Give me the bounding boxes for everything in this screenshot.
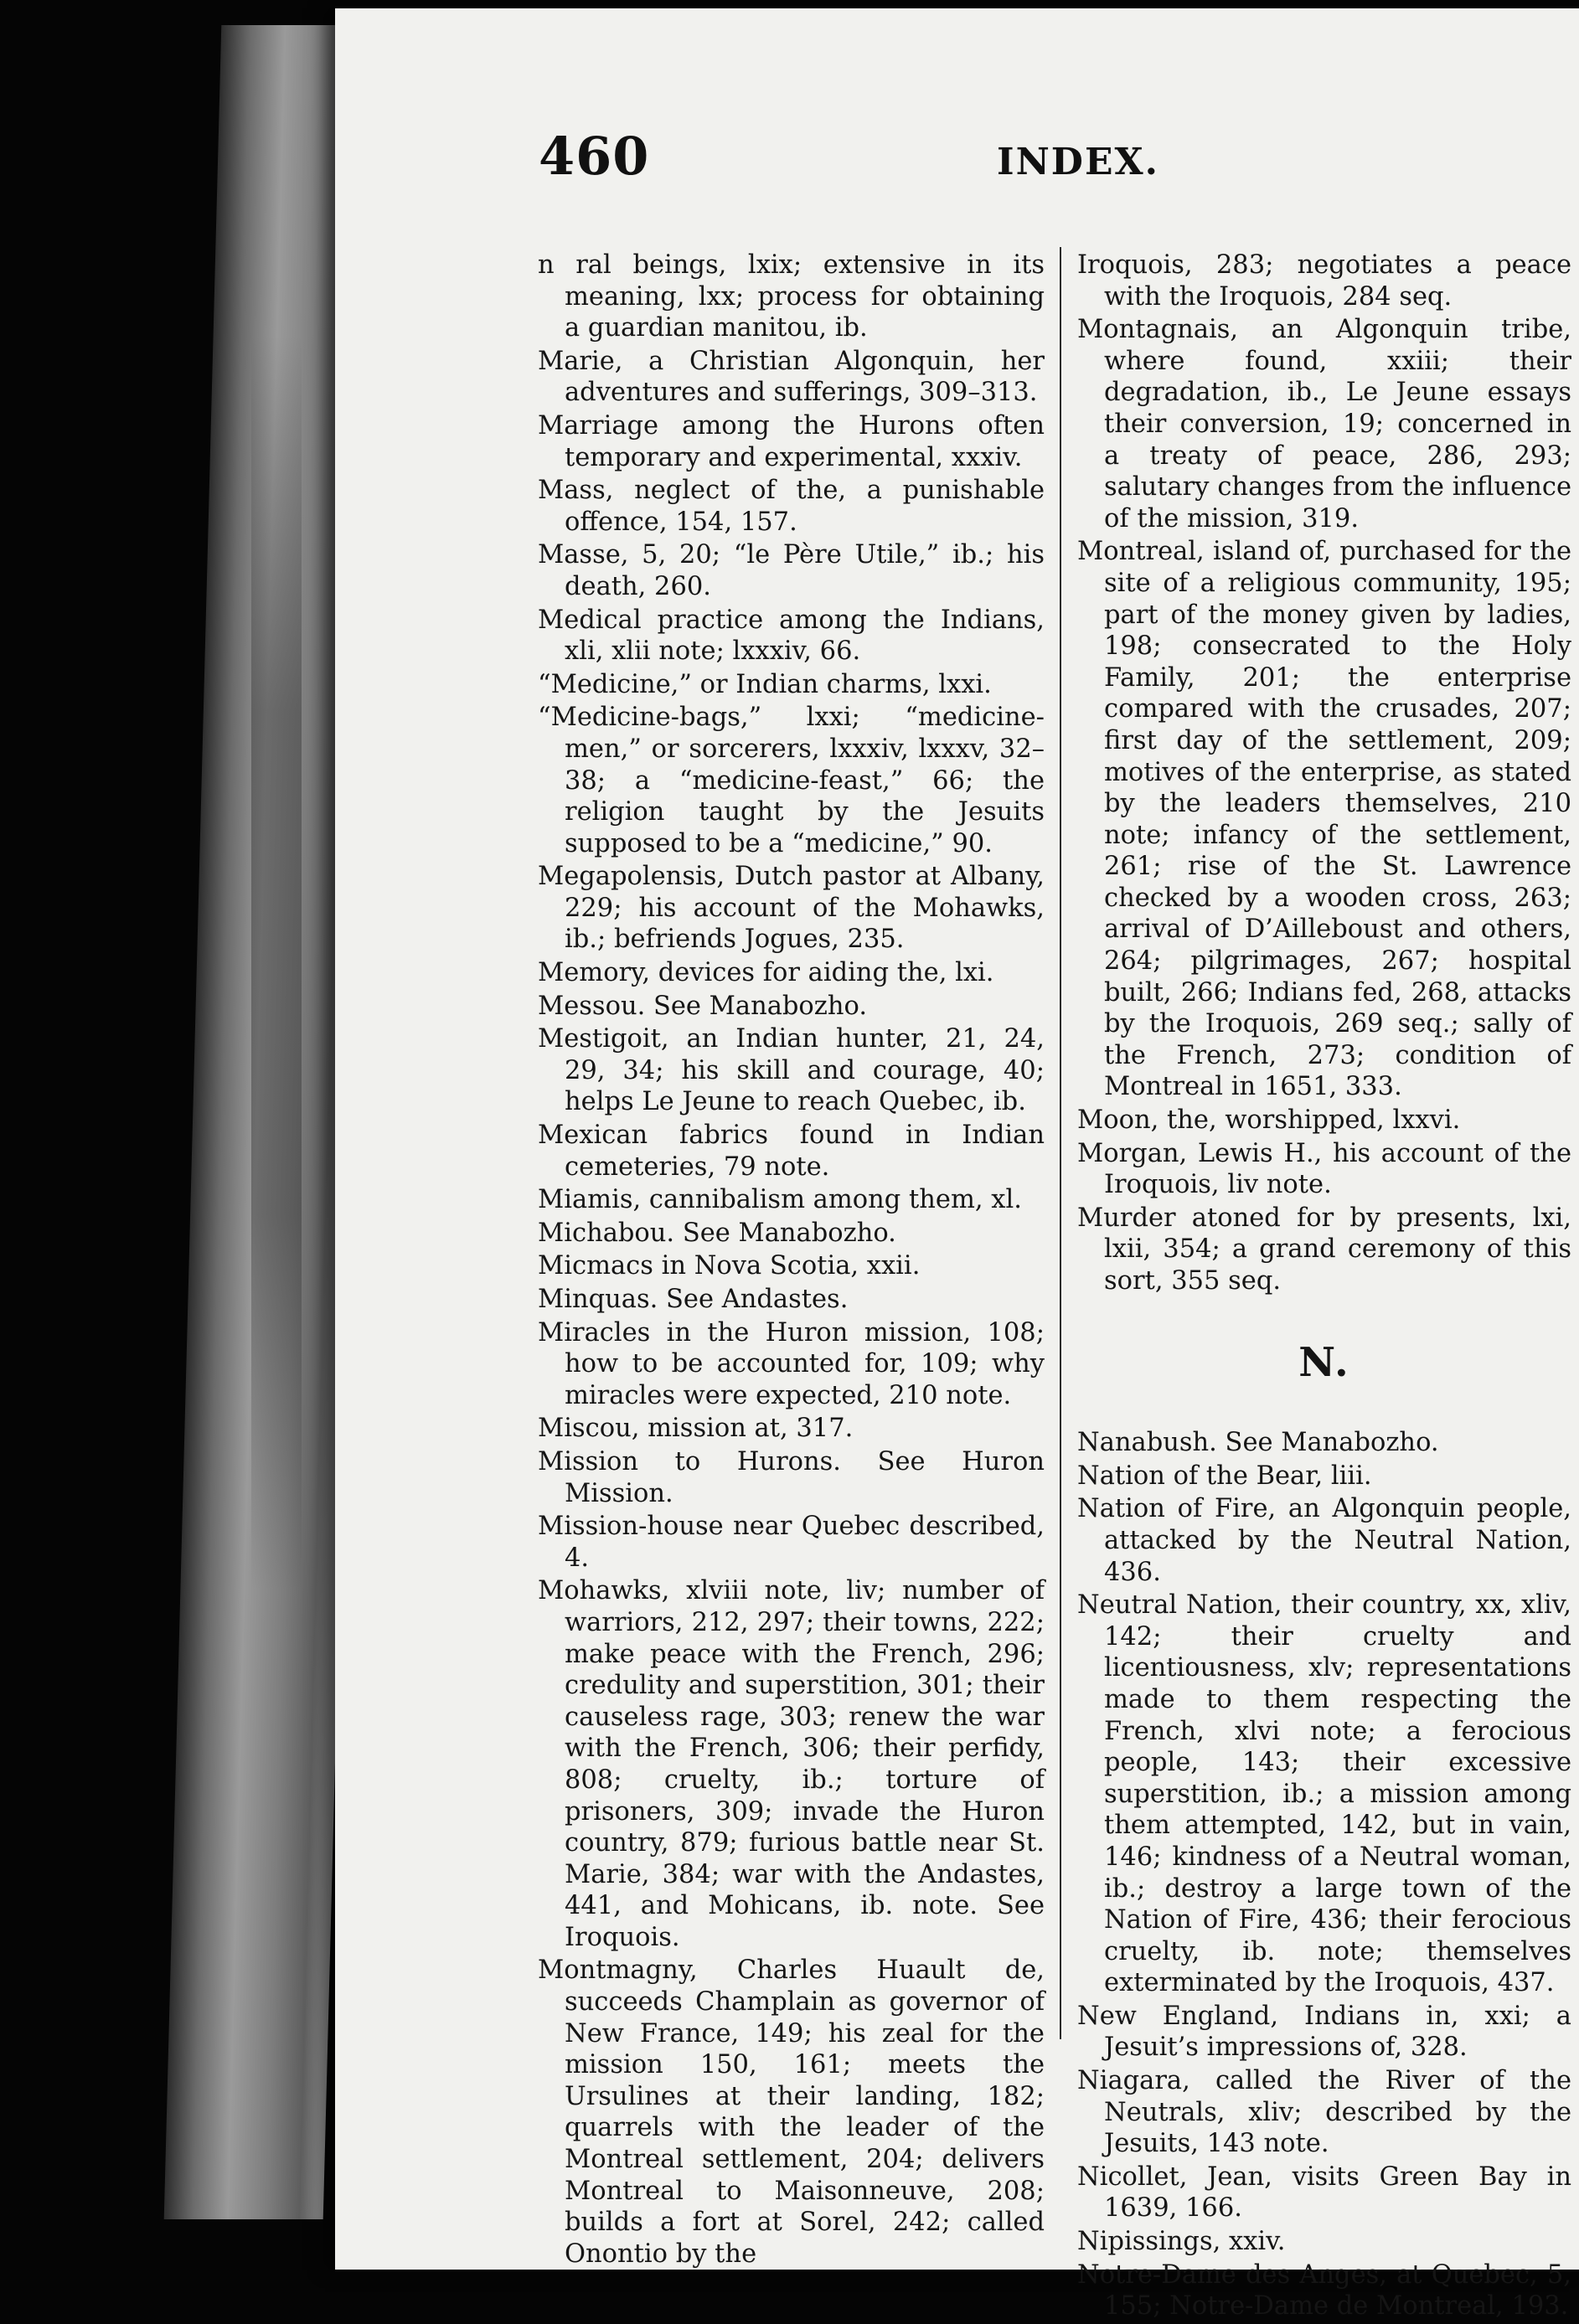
index-entry: Iroquois, 283; negotiates a peace with the Iroquois, 284 seq.: [1077, 250, 1571, 312]
index-entry: Montagnais, an Algonquin tribe, where found, xxiii; their degradation, ib., Le Jeune essays their conversion, 19; concerned in a treaty of peace, 286, 293; salutary changes from the influence of the mission, 319.: [1077, 315, 1571, 533]
index-entry: Mission to Hurons. See Huron Mission.: [538, 1446, 1045, 1508]
index-entry: Nation of the Bear, liii.: [1077, 1461, 1372, 1491]
index-entry: Montreal, island of, purchased for the site of a religious community, 195; part of the money given by ladies, 198; consecrated to the Holy Family, 201; the enterprise compared with the crusades, 207; first day of the settlement, 209; motives of the enterprise, as stated by the leaders themselves, 210 note; infancy of the settlement, 261; rise of the St. Lawrence checked by a wooden cross, 263; arrival of D’Ailleboust and others, 264; pilgrimages, 267; hospital built, 266; Indians fed, 268, attacks by the Iroquois, 269 seq.; sally of the French, 273; condition of Montreal in 1651, 333.: [1077, 537, 1571, 1102]
index-entry: “Medicine-bags,” lxxi; “medicine-men,” or sorcerers, lxxxiv, lxxxv, 32–38; a “medicine-feast,” 66; the religion taught by the Jesuits supposed to be a “medicine,” 90.: [538, 703, 1045, 858]
index-entry: Marriage among the Hurons often temporary and experimental, xxxiv.: [538, 410, 1045, 472]
index-entry: Mission-house near Quebec described, 4.: [538, 1512, 1045, 1573]
section-letter-heading: N.: [1298, 1338, 1350, 1386]
book-page: [335, 8, 1579, 2321]
index-entry: Micmacs in Nova Scotia, xxii.: [538, 1251, 921, 1281]
column-rule: [1060, 247, 1061, 2039]
gutter-shadow: [251, 335, 302, 1591]
index-entry: Michabou. See Manabozho.: [538, 1218, 896, 1248]
page-number: 460: [539, 126, 650, 187]
index-entry: Moon, the, worshipped, lxxvi.: [1077, 1105, 1461, 1136]
index-entry: Morgan, Lewis H., his account of the Iroquois, liv note.: [1077, 1138, 1571, 1200]
index-entry: Mestigoit, an Indian hunter, 21, 24, 29, 34; his skill and courage, 40; helps Le Jeune to reach Quebec, ib.: [538, 1024, 1045, 1117]
index-entry: Minquas. See Andastes.: [538, 1285, 849, 1314]
index-entry: Nicollet, Jean, visits Green Bay in 1639, 166.: [1077, 2162, 1571, 2224]
index-entry: Mass, neglect of the, a punishable offence, 154, 157.: [538, 476, 1045, 537]
index-entry: Miamis, cannibalism among them, xl.: [538, 1185, 1022, 1215]
index-entry: Niagara, called the River of the Neutrals, xliv; described by the Jesuits, 143 note.: [1077, 2066, 1571, 2159]
index-entry: Megapolensis, Dutch pastor at Albany, 229; his account of the Mohawks, ib.; befriends Jogues, 235.: [538, 862, 1045, 955]
index-entry: Nanabush. See Manabozho.: [1077, 1428, 1439, 1458]
index-entry: “Medicine,” or Indian charms, lxxi.: [538, 669, 992, 699]
index-entry: Miscou, mission at, 317.: [538, 1414, 854, 1444]
index-entry: Miracles in the Huron mission, 108; how to be accounted for, 109; why miracles were expected, 210 note.: [538, 1317, 1045, 1410]
index-entry: Mexican fabrics found in Indian cemeteries, 79 note.: [538, 1121, 1045, 1182]
running-head: INDEX.: [997, 141, 1159, 183]
index-entry: Memory, devices for aiding the, lxi.: [538, 958, 994, 988]
index-entry: Nipissings, xxiv.: [1077, 2227, 1286, 2257]
index-entry: Nation of Fire, an Algonquin people, attacked by the Neutral Nation, 436.: [1077, 1494, 1571, 1587]
index-entry: Notre-Dame des Anges, at Quebec, 5, 155; Notre-Dame de Montreal, 193.: [1077, 2260, 1571, 2321]
index-entry: Mohawks, xlviii note, liv; number of warriors, 212, 297; their towns, 222; make peace with the French, 296; credulity and superstition, 301; their causeless rage, 303; renew the war with the French, 306; their perfidy, 808; cruelty, ib.; torture of prisoners, 309; invade the Huron country, 879; furious battle near St. Marie, 384; war with the Andastes, 441, and Mohicans, ib. note. See Iroquois.: [538, 1576, 1045, 1952]
index-entry: Masse, 5, 20; “le Père Utile,” ib.; his death, 260.: [538, 540, 1045, 601]
index-entry: n ral beings, lxix; extensive in its meaning, lxx; process for obtaining a guardian manitou, ib.: [538, 250, 1045, 343]
index-entry: Messou. See Manabozho.: [538, 991, 868, 1021]
index-entry: Medical practice among the Indians, xli, xlii note; lxxxiv, 66.: [538, 605, 1045, 667]
index-column-right: [1077, 250, 1571, 2324]
index-entry: Marie, a Christian Algonquin, her adventures and sufferings, 309–313.: [538, 346, 1045, 408]
index-entry: Montmagny, Charles Huault de, succeeds Champlain as governor of New France, 149; his zeal for the mission 150, 161; meets the Ursulines at their landing, 182; quarrels with the leader of the Montreal settlement, 204; delivers Montreal to Maisonneuve, 208; builds a fort at Sorel, 242; called Onontio by the: [538, 1956, 1045, 2269]
index-entry: New England, Indians in, xxi; a Jesuit’s impressions of, 328.: [1077, 2001, 1571, 2063]
index-column-left: [538, 250, 1045, 2271]
index-entry: Murder atoned for by presents, lxi, lxii, 354; a grand ceremony of this sort, 355 seq.: [1077, 1203, 1571, 1296]
index-entry: Neutral Nation, their country, xx, xliv, 142; their cruelty and licentiousness, xlv; representations made to them respecting the French, xlvi note; a ferocious people, 143; their excessive superstition, ib.; a mission among them attempted, 142, but in vain, 146; kindness of a Neutral woman, ib.; destroy a large town of the Nation of Fire, 436; their ferocious cruelty, ib. note; themselves exterminated by the Iroquois, 437.: [1077, 1590, 1571, 1998]
